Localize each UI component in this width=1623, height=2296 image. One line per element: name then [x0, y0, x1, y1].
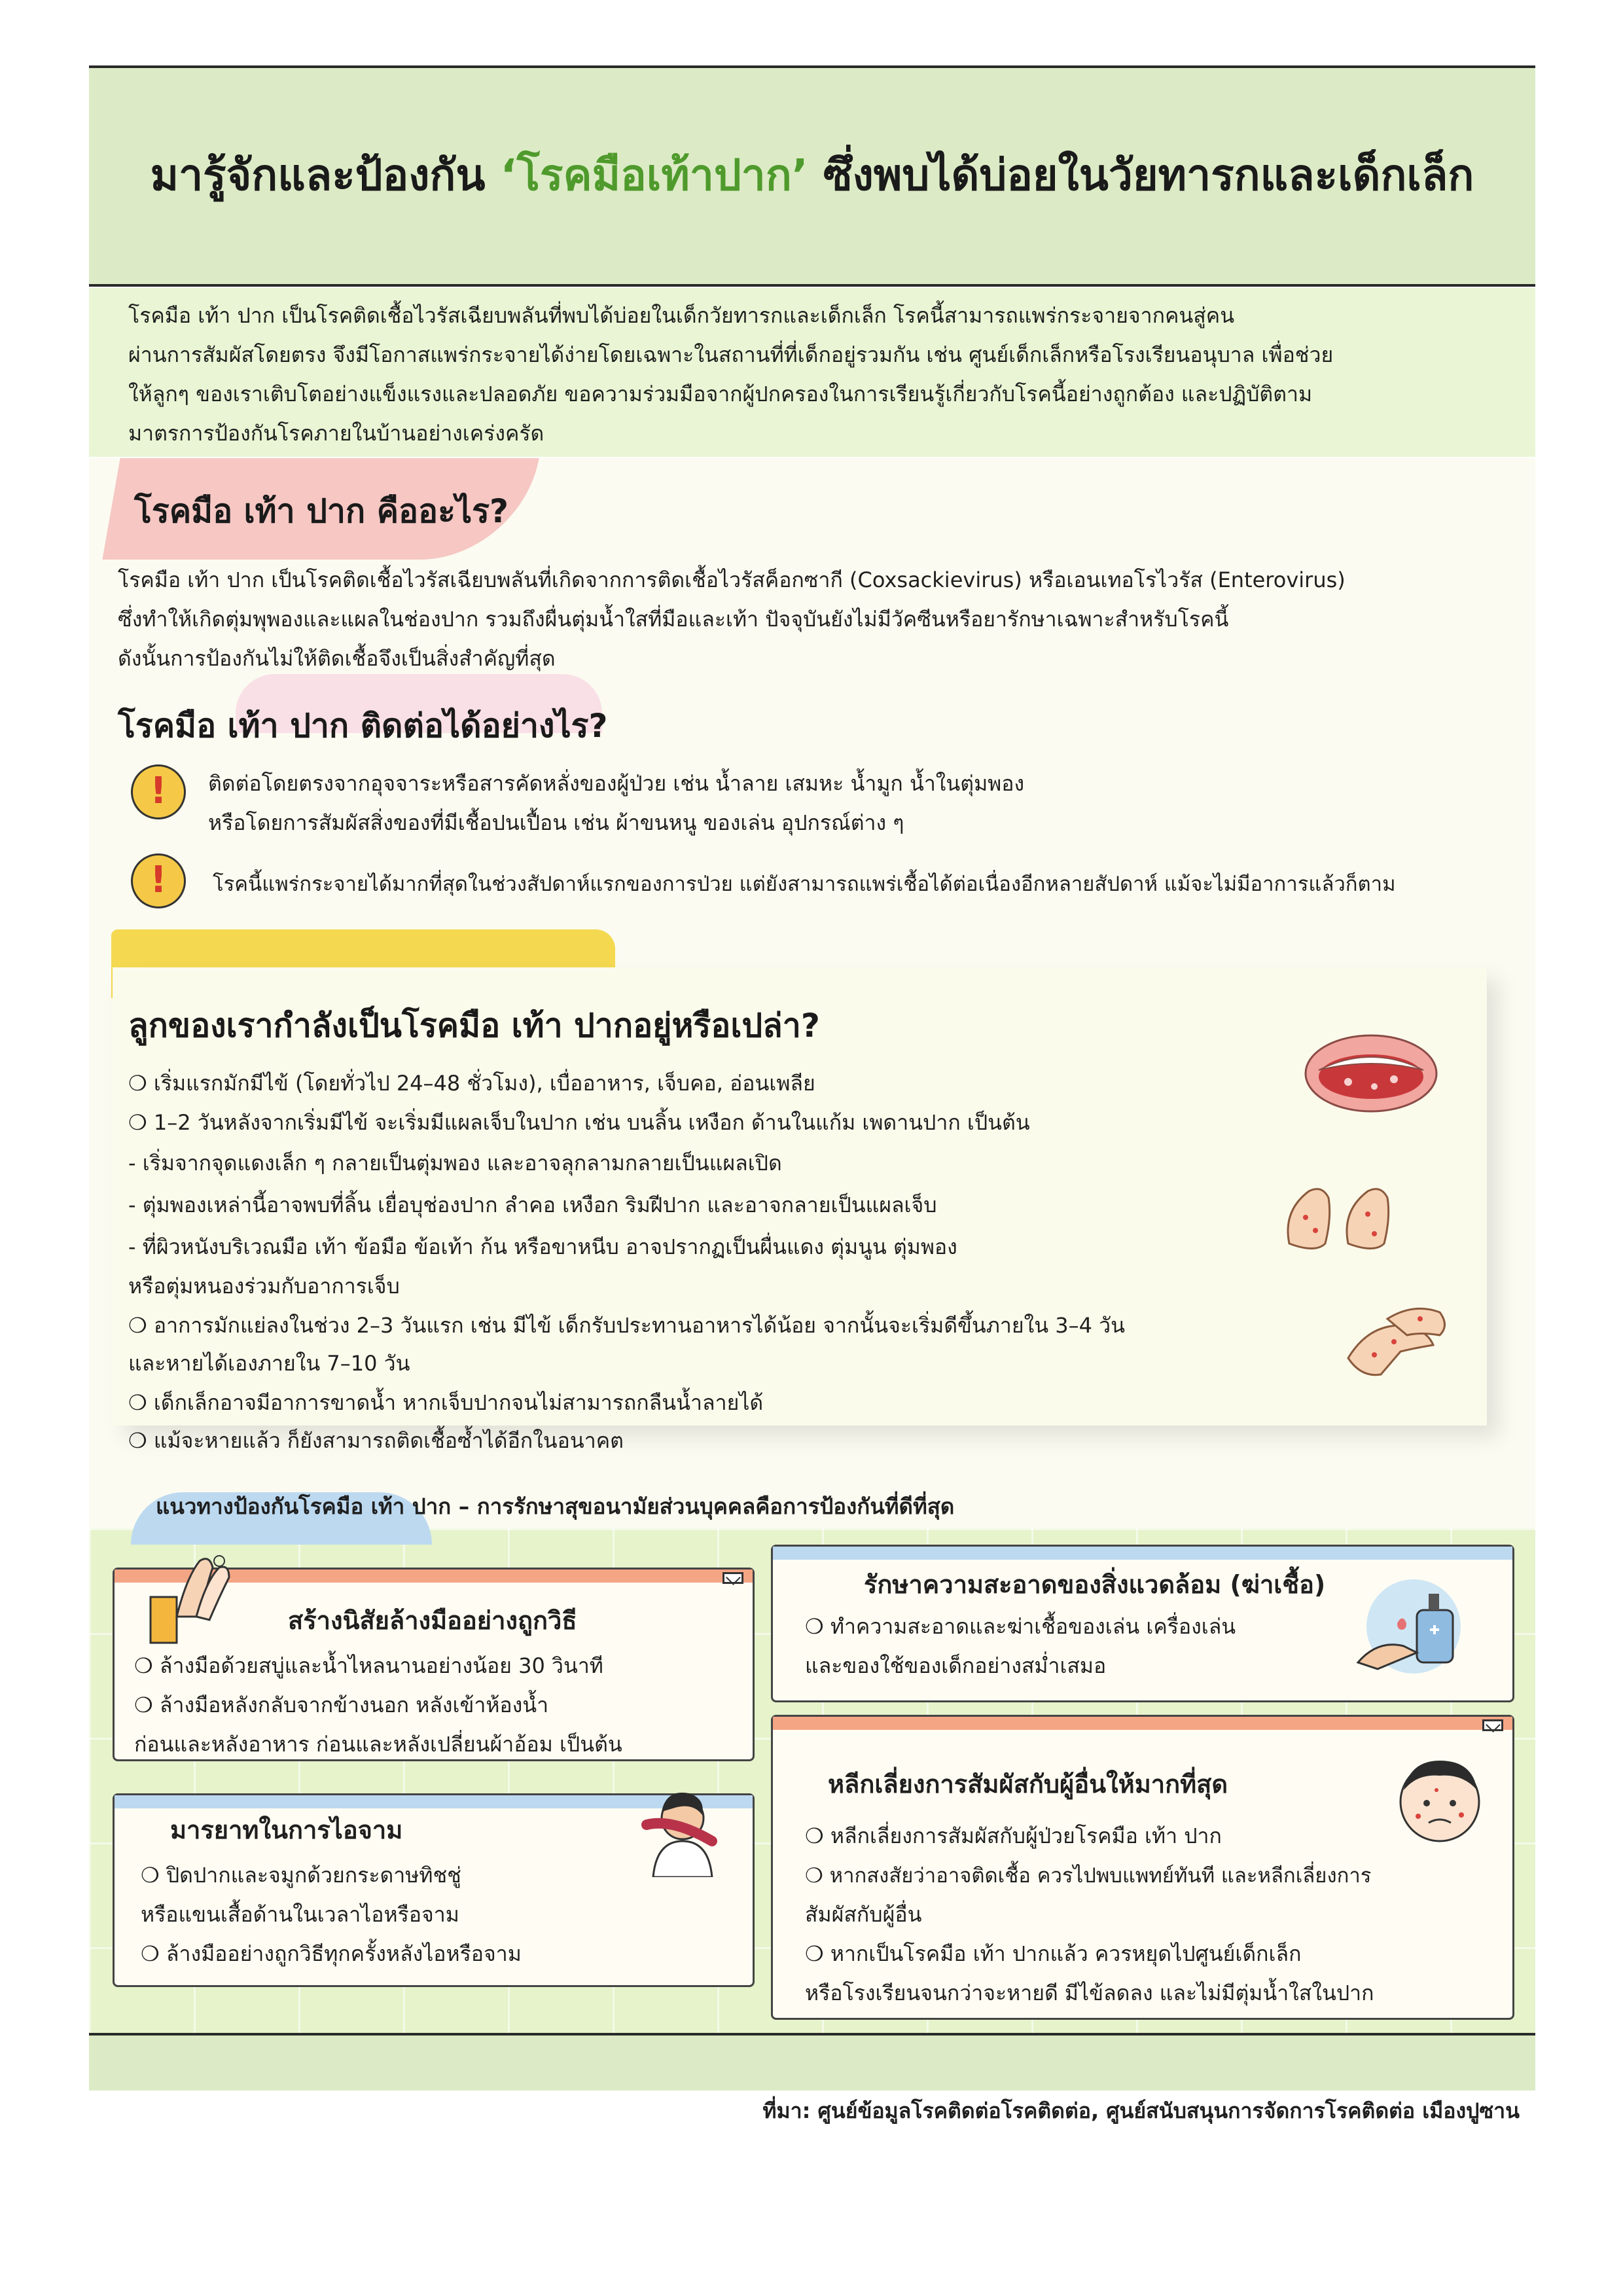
- symptom-line: ❍ เด็กเล็กอาจมีอาการขาดน้ำ หากเจ็บปากจนไม่สามารถกลืนน้ำลายได้: [128, 1390, 764, 1415]
- handwash-line: ❍ ล้างมือด้วยสบู่และน้ำไหลนานอย่างน้อย 30 วินาที: [134, 1653, 603, 1678]
- symptom-line: และหายได้เองภายใน 7–10 วัน: [128, 1351, 410, 1376]
- avoid-line: ❍ หลีกเลี่ยงการสัมผัสกับผู้ป่วยโรคมือ เท้า ปาก: [805, 1823, 1222, 1848]
- avoid-line: ❍ หากเป็นโรคมือ เท้า ปากแล้ว ควรหยุดไปศูนย์เด็กเล็ก: [805, 1941, 1302, 1966]
- symptom-line: ❍ อาการมักแย่ลงในช่วง 2–3 วันแรก เช่น มีไข้ เด็กรับประทานอาหารได้น้อย จากนั้นจะเริ่มดีขึ้นภายใน 3–4 วัน: [128, 1313, 1125, 1338]
- transmission-item-1-line: ติดต่อโดยตรงจากอุจจาระหรือสารคัดหลั่งของผู้ป่วย เช่น น้ำลาย เสมหะ น้ำมูก น้ำในตุ่มพอง: [208, 771, 1025, 796]
- handwash-title: สร้างนิสัยล้างมืออย่างถูกวิธี: [288, 1606, 577, 1635]
- what-is-heading: โรคมือ เท้า ปาก คืออะไร?: [134, 492, 508, 530]
- intro-line: ให้ลูกๆ ของเราเติบโตอย่างแข็งแรงและปลอดภัย ขอความร่วมมือจากผู้ปกครองในการเรียนรู้เกี่ยวกับโรคนี้อย่างถูกต้อง และปฏิบัติตาม: [128, 382, 1313, 406]
- title-part2: ซึ่งพบได้บ่อยในวัยทารกและเด็กเล็ก: [823, 150, 1474, 200]
- avoid-line: สัมผัสกับผู้อื่น: [805, 1902, 922, 1927]
- hands-icon: [1342, 1299, 1453, 1384]
- cough-line: ❍ ปิดปากและจมูกด้วยกระดาษทิชชู่: [141, 1863, 461, 1888]
- sanitizer-icon: [1351, 1577, 1469, 1676]
- prevention-heading: แนวทางป้องกันโรคมือ เท้า ปาก – การรักษาสุขอนามัยส่วนบุคคลคือการป้องกันที่ดีที่สุด: [156, 1494, 955, 1519]
- intro-line: ผ่านการสัมผัสโดยตรง จึงมีโอกาสแพร่กระจายได้ง่ายโดยเฉพาะในสถานที่ที่เด็กอยู่รวมกัน เช่น ศูนย์เด็กเล็กหรือโรงเรียนอนุบาล เพื่อช่วย: [128, 342, 1334, 367]
- symptom-line: ❍ แม้จะหายแล้ว ก็ยังสามารถติดเชื้อซ้ำได้อีกในอนาคต: [128, 1428, 624, 1453]
- symptom-line: ❍ เริ่มแรกมักมีไข้ (โดยทั่วไป 24–48 ชั่วโมง), เบื่ออาหาร, เจ็บคอ, อ่อนเพลีย: [128, 1071, 815, 1096]
- avoid-title: หลีกเลี่ยงการสัมผัสกับผู้อื่นให้มากที่สุด: [828, 1770, 1228, 1799]
- mouth-icon: [1302, 1031, 1440, 1116]
- cough-title: มารยาทในการไอจาม: [170, 1816, 403, 1844]
- sneeze-icon: [633, 1779, 732, 1877]
- page-title: [89, 141, 1535, 209]
- avoid-line: ❍ หากสงสัยว่าอาจติดเชื้อ ควรไปพบแพทย์ทันที และหลีกเลี่ยงการ: [805, 1864, 1372, 1888]
- symptom-line: ❍ 1–2 วันหลังจากเริ่มมีไข้ จะเริ่มมีแผลเจ็บในปาก เช่น บนลิ้น เหงือก ด้านในแก้ม เพดานปาก เป็นต้น: [128, 1110, 1030, 1135]
- warning-icon: !: [131, 764, 186, 819]
- handwash-line: ❍ ล้างมือหลังกลับจากข้างนอก หลังเข้าห้องน้ำ: [134, 1693, 549, 1717]
- symptoms-heading: ลูกของเรากำลังเป็นโรคมือ เท้า ปากอยู่หรือเปล่า?: [128, 1007, 820, 1045]
- footer-band: [89, 2036, 1535, 2090]
- transmission-item-2: โรคนี้แพร่กระจายได้มากที่สุดในช่วงสัปดาห์แรกของการป่วย แต่ยังสามารถแพร่เชื้อได้ต่อเนื่องอีกหลายสัปดาห์ แม้จะไม่มีอาการแล้วก็ตาม: [213, 872, 1396, 896]
- symptom-line: - ที่ผิวหนังบริเวณมือ เท้า ข้อมือ ข้อเท้า ก้น หรือขาหนีบ อาจปรากฏเป็นผื่นแดง ตุ่มนูน ตุ่มพอง: [128, 1234, 957, 1259]
- source-citation: ที่มา: ศูนย์ข้อมูลโรคติดต่อโรคติดต่อ, ศูนย์สนับสนุนการจัดการโรคติดต่อ เมืองปูซาน: [762, 2098, 1520, 2123]
- mail-icon: [1482, 1719, 1503, 1731]
- what-is-paragraph: [118, 560, 1346, 678]
- cough-line: หรือแขนเสื้อด้านในเวลาไอหรือจาม: [141, 1902, 459, 1927]
- symptom-line: หรือตุ่มหนองร่วมกับอาการเจ็บ: [128, 1274, 400, 1299]
- what-is-line: ดังนั้นการป้องกันไม่ให้ติดเชื้อจึงเป็นสิ่งสำคัญที่สุด: [118, 646, 556, 671]
- clean-title: รักษาความสะอาดของสิ่งแวดล้อม (ฆ่าเชื้อ): [864, 1570, 1326, 1599]
- warning-icon: !: [131, 853, 186, 908]
- transmission-item-1-line: หรือโดยการสัมผัสสิ่งของที่มีเชื้อปนเปื้อน เช่น ผ้าขนหนู ของเล่น อุปกรณ์ต่าง ๆ: [208, 810, 904, 835]
- what-is-line: โรคมือ เท้า ปาก เป็นโรคติดเชื้อไวรัสเฉียบพลันที่เกิดจากการติดเชื้อไวรัสค็อกซากี (Coxsackievirus) หรือเอนเทอโรไวรัส (Enterovirus): [118, 567, 1346, 592]
- avoid-line: หรือโรงเรียนจนกว่าจะหายดี มีไข้ลดลง และไม่มีตุ่มน้ำใสในปาก: [805, 1981, 1374, 2005]
- intro-paragraph: [128, 296, 1509, 453]
- cough-line: ❍ ล้างมืออย่างถูกวิธีทุกครั้งหลังไอหรือจาม: [141, 1941, 522, 1966]
- feet-icon: [1276, 1172, 1407, 1257]
- title-rule: [89, 284, 1535, 287]
- intro-line: โรคมือ เท้า ปาก เป็นโรคติดเชื้อไวรัสเฉียบพลันที่พบได้บ่อยในเด็กวัยทารกและเด็กเล็ก โรคนี้สามารถแพร่กระจายจากคนสู่คน: [128, 303, 1235, 328]
- symptom-line: - เริ่มจากจุดแดงเล็ก ๆ กลายเป็นตุ่มพอง และอาจลุกลามกลายเป็นแผลเปิด: [128, 1151, 782, 1175]
- title-highlight: ‘โรคมือเท้าปาก’: [500, 150, 808, 200]
- mail-icon: [722, 1572, 743, 1584]
- clean-line: ❍ ทำความสะอาดและฆ่าเชื้อของเล่น เครื่องเล่น: [805, 1614, 1236, 1639]
- box-title-bar: [773, 1547, 1512, 1560]
- clean-line: และของใช้ของเด็กอย่างสม่ำเสมอ: [805, 1653, 1107, 1678]
- box-title-bar: [773, 1717, 1512, 1730]
- sick-face-icon: [1391, 1751, 1489, 1849]
- transmission-heading: โรคมือ เท้า ปาก ติดต่อได้อย่างไร?: [118, 707, 608, 745]
- title-part1: มารู้จักและป้องกัน: [150, 150, 486, 200]
- handwash-line: ก่อนและหลังอาหาร ก่อนและหลังเปลี่ยนผ้าอ้อม เป็นต้น: [134, 1732, 622, 1757]
- handwash-icon: [141, 1551, 239, 1649]
- intro-line: มาตรการป้องกันโรคภายในบ้านอย่างเคร่งครัด: [128, 421, 544, 446]
- what-is-line: ซึ่งทำให้เกิดตุ่มพุพองและแผลในช่องปาก รวมถึงผื่นตุ่มน้ำใสที่มือและเท้า ปัจจุบันยังไม่มีวัคซีนหรือยารักษาเฉพาะสำหรับโรคนี้: [118, 607, 1229, 632]
- symptom-line: - ตุ่มพองเหล่านี้อาจพบที่ลิ้น เยื่อบุช่องปาก ลำคอ เหงือก ริมฝีปาก และอาจกลายเป็นแผลเจ็บ: [128, 1193, 937, 1217]
